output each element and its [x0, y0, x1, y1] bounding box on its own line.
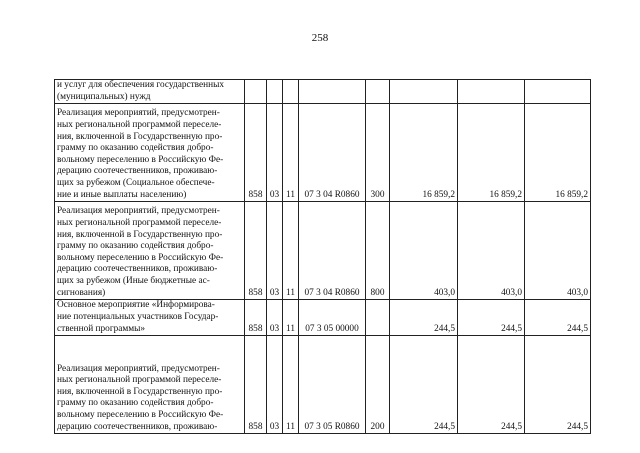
amount-year-1: 16 859,2 [390, 104, 458, 202]
amount-year-3: 244,5 [525, 336, 591, 434]
expense-type-code: 800 [366, 202, 390, 300]
table-row [55, 336, 591, 434]
target-article-code: 07 3 04 R0860 [299, 202, 366, 300]
target-article-code: 07 3 05 R0860 [299, 336, 366, 434]
target-article-code: 07 3 05 00000 [299, 300, 366, 336]
amount-year-3: 403,0 [525, 202, 591, 300]
section-code: 03 [267, 202, 283, 300]
expense-type-code [366, 300, 390, 336]
amount-year-1: 244,5 [390, 300, 458, 336]
amount-year-3: 16 859,2 [525, 104, 591, 202]
expense-type-code: 300 [366, 104, 390, 202]
amount-year-3 [525, 80, 591, 104]
subsection-code: 11 [283, 104, 299, 202]
table-row [55, 300, 591, 336]
row-description: Реализация мероприятий, предусмотрен- ных региональной программой переселе- ния, включенной в Государственную про- грамму по оказанию содействия добро- вольному переселению в Российскую Фе- дерацию соотечественников, проживаю- [55, 336, 245, 434]
table-row [55, 80, 591, 104]
page-number: 258 [311, 32, 329, 44]
target-article-code [299, 80, 366, 104]
subsection-code [283, 80, 299, 104]
expense-type-code [366, 80, 390, 104]
amount-year-2 [458, 80, 525, 104]
row-description: Реализация мероприятий, предусмотрен- ных региональной программой переселе- ния, включенной в Государственную про- грамму по оказанию содействия добро- вольному переселению в Российскую Фе- дерацию соотечественников, проживаю- щих за рубежом (Иные бюджетные ас- сигнования) [55, 202, 245, 300]
section-code: 03 [267, 104, 283, 202]
target-article-code: 07 3 04 R0860 [299, 104, 366, 202]
expense-type-code: 200 [366, 336, 390, 434]
table-row [55, 104, 591, 202]
amount-year-2: 16 859,2 [458, 104, 525, 202]
section-code: 03 [267, 300, 283, 336]
amount-year-1 [390, 80, 458, 104]
ministry-code [245, 80, 267, 104]
amount-year-2: 244,5 [458, 336, 525, 434]
amount-year-2: 244,5 [458, 300, 525, 336]
ministry-code: 858 [245, 300, 267, 336]
subsection-code: 11 [283, 300, 299, 336]
section-code: 03 [267, 336, 283, 434]
budget-table [54, 79, 591, 434]
subsection-code: 11 [283, 202, 299, 300]
row-description: Основное мероприятие «Информирова- ние потенциальных участников Государ- ственной программы» [55, 300, 245, 336]
amount-year-3: 244,5 [525, 300, 591, 336]
ministry-code: 858 [245, 104, 267, 202]
ministry-code: 858 [245, 202, 267, 300]
amount-year-1: 403,0 [390, 202, 458, 300]
ministry-code: 858 [245, 336, 267, 434]
row-description: Реализация мероприятий, предусмотрен- ных региональной программой переселе- ния, включенной в Государственную про- грамму по оказанию содействия добро- вольному переселению в Российскую Фе- дерацию соотечественников, проживаю- щих за рубежом (Социальное обеспече- ние и иные выплаты населению) [55, 104, 245, 202]
row-description: и услуг для обеспечения государственных (муниципальных) нужд [55, 80, 245, 104]
section-code [267, 80, 283, 104]
subsection-code: 11 [283, 336, 299, 434]
amount-year-2: 403,0 [458, 202, 525, 300]
amount-year-1: 244,5 [390, 336, 458, 434]
table-row [55, 202, 591, 300]
